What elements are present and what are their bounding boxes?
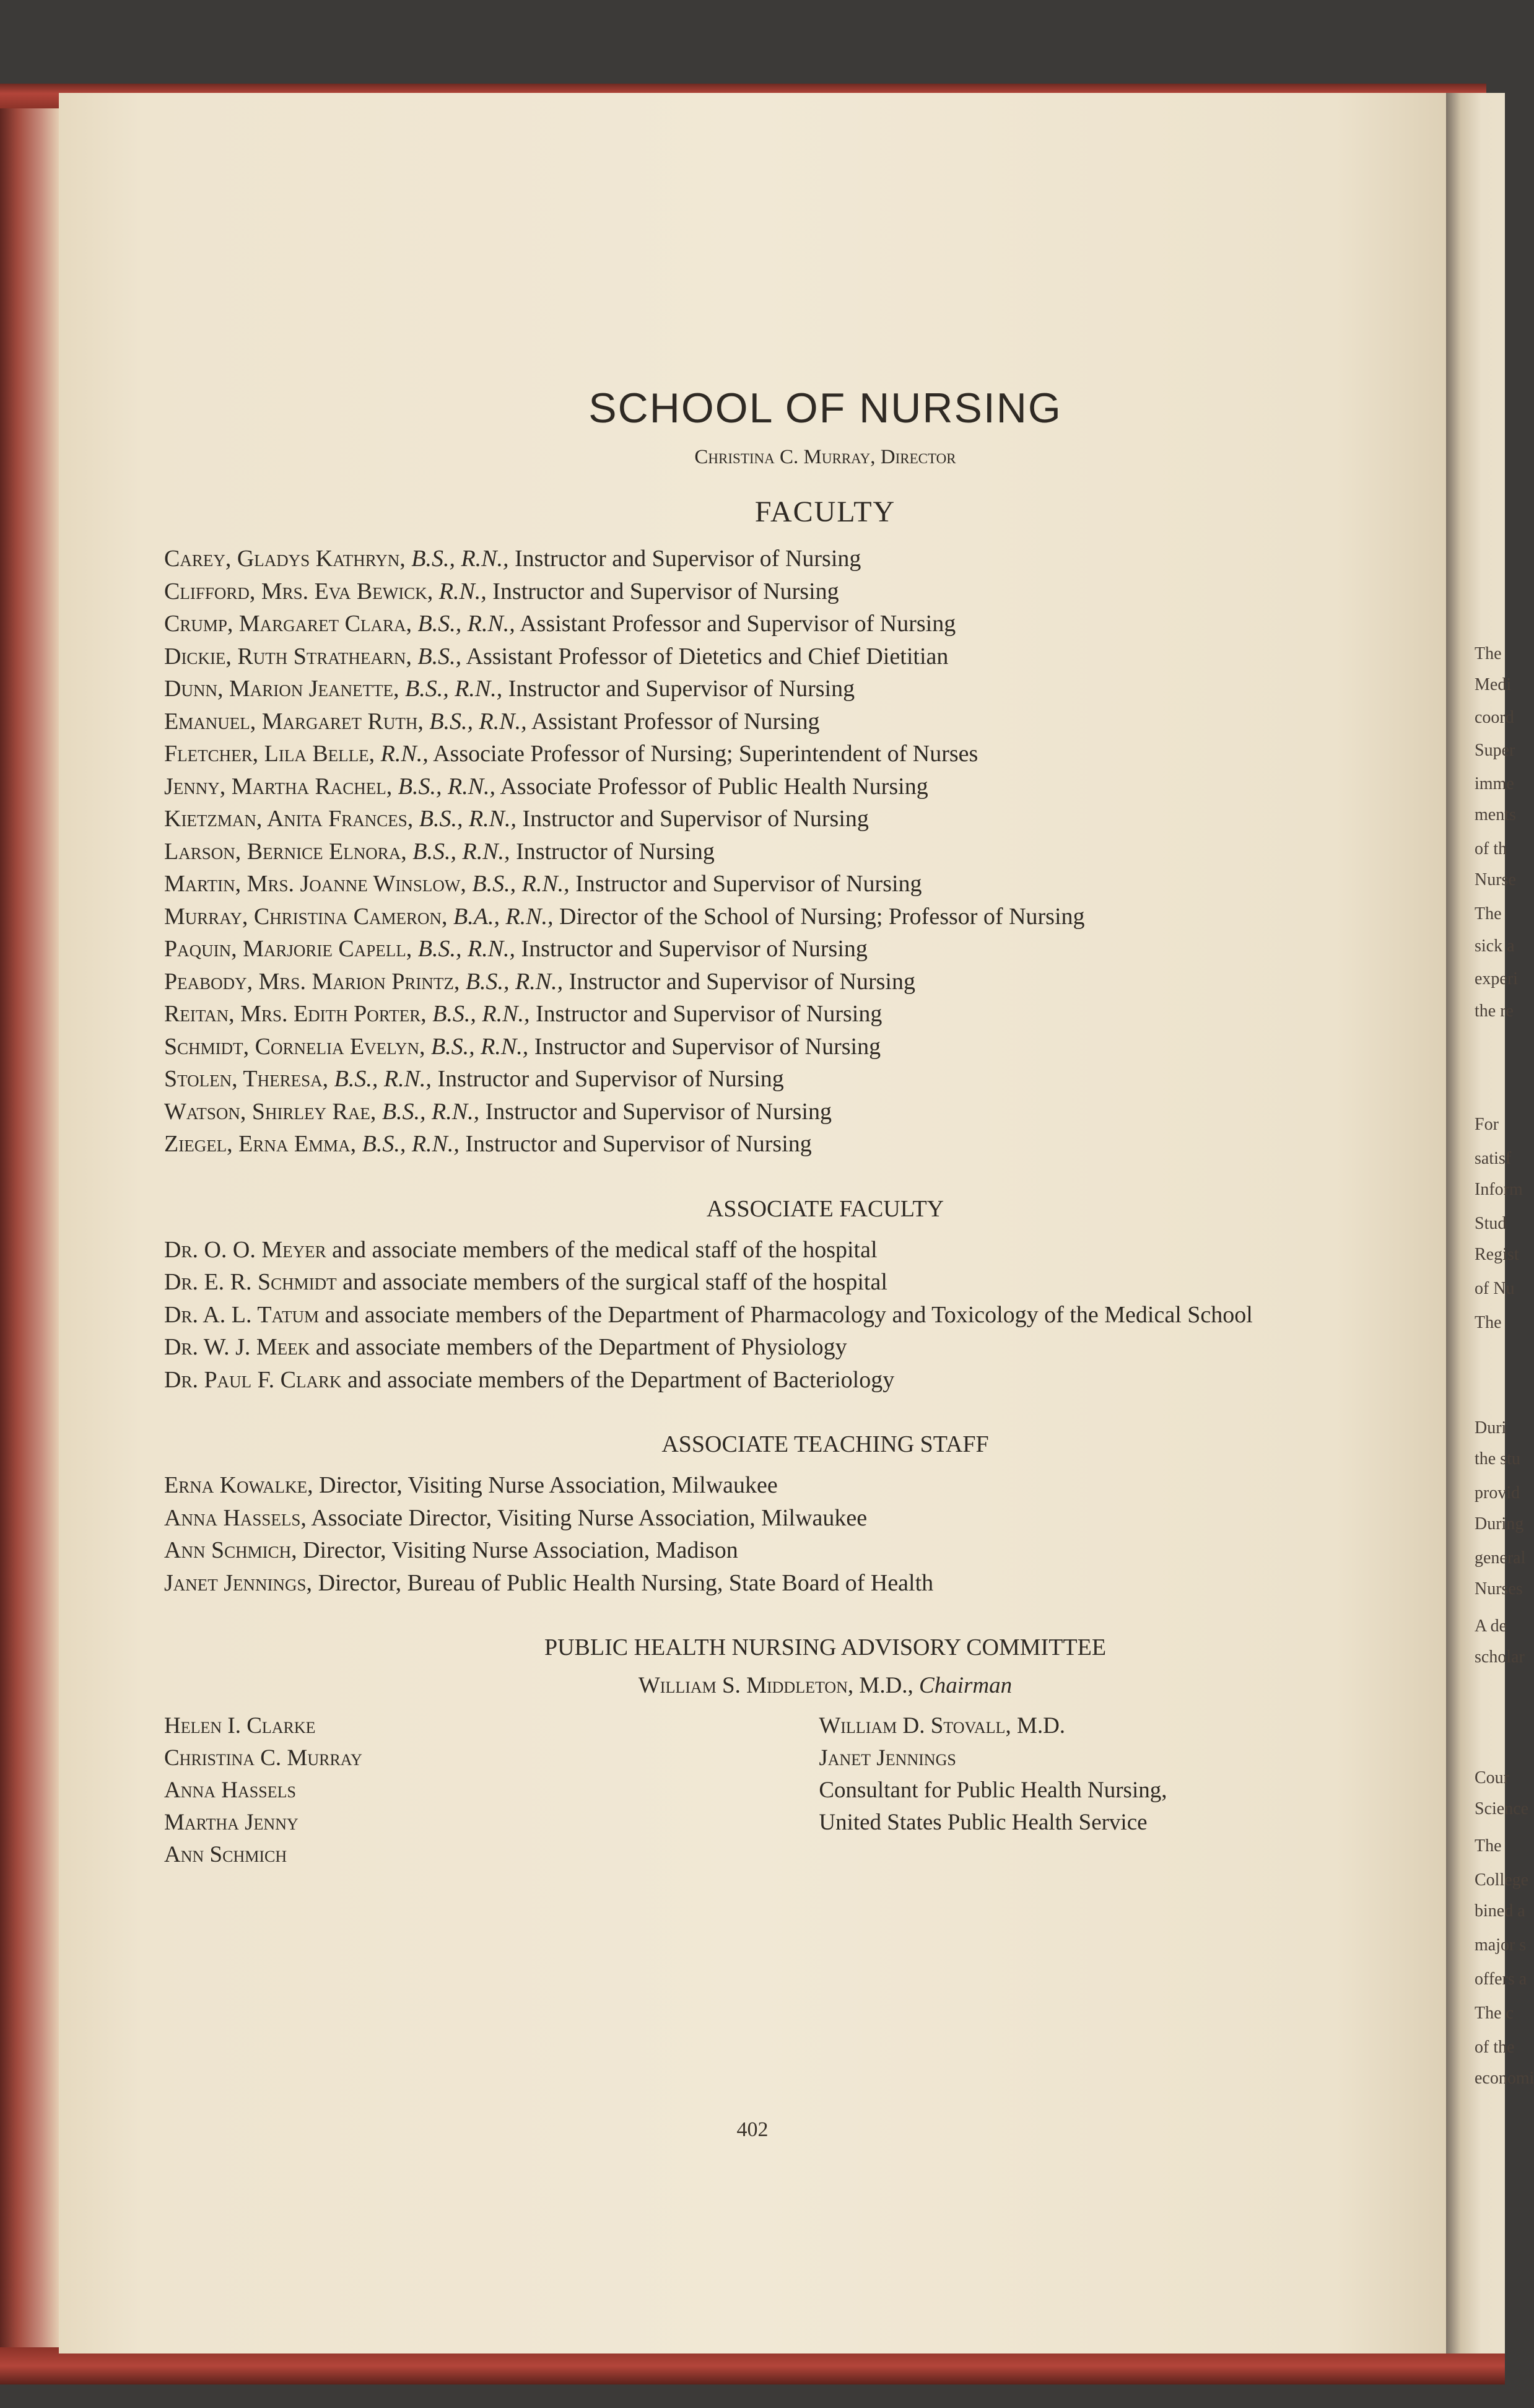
advisory-committee [164, 1672, 1400, 1871]
faculty-role: Instructor and Supervisor of Nursing [465, 1131, 812, 1157]
faculty-role: Instructor and Supervisor of Nursing [508, 676, 855, 702]
facing-page-fragment: Stud [1475, 1214, 1507, 1233]
faculty-name: Peabody, Mrs. Marion Printz, [164, 968, 460, 995]
faculty-name: Watson, Shirley Rae, [164, 1098, 377, 1125]
facing-page-fragment: bined a [1475, 1901, 1525, 1921]
facing-page-fragment: coord [1475, 708, 1514, 727]
associate-faculty-name: Dr. Paul F. Clark [164, 1366, 342, 1393]
faculty-entry [164, 966, 1400, 998]
teaching-staff-entry [164, 1567, 1400, 1600]
faculty-degrees: B.S., R.N., [362, 1131, 460, 1157]
committee-member: Helen I. Clarke [164, 1713, 316, 1738]
page-title: SCHOOL OF NURSING [588, 385, 1062, 432]
faculty-name: Reitan, Mrs. Edith Porter, [164, 1001, 427, 1027]
chair-title: Chairman [919, 1673, 1013, 1698]
faculty-list [164, 543, 1400, 1161]
book-spine-edge [0, 93, 59, 2353]
committee-member-note: Consultant for Public Health Nursing, [819, 1778, 1167, 1803]
facing-page-fragment: scholar [1475, 1647, 1525, 1667]
faculty-role: Assistant Professor of Nursing [531, 708, 820, 735]
faculty-name: Dunn, Marion Jeanette, [164, 676, 399, 702]
teaching-staff-entry [164, 1502, 1400, 1535]
facing-page-fragment: ments [1475, 805, 1516, 824]
chair-name: William S. Middleton, M.D., [638, 1673, 913, 1698]
faculty-name: Schmidt, Cornelia Evelyn, [164, 1033, 425, 1060]
facing-page-fragment: experi [1475, 969, 1518, 988]
faculty-role: Assistant Professor and Supervisor of Nursing [520, 611, 956, 637]
associate-faculty-name: Dr. E. R. Schmidt [164, 1269, 337, 1295]
facing-page-fragment: satisf [1475, 1149, 1512, 1168]
committee-member: Martha Jenny [164, 1810, 299, 1835]
facing-page-fragment: of the [1475, 2038, 1515, 2057]
teaching-staff-name: Janet Jennings, [164, 1569, 313, 1596]
faculty-degrees: B.S., R.N., [381, 1098, 480, 1125]
faculty-entry [164, 738, 1400, 770]
faculty-name: Murray, Christina Cameron, [164, 903, 448, 930]
associate-faculty-text: and associate members of the surgical staff of the hospital [342, 1269, 887, 1295]
faculty-degrees: R.N., [380, 741, 429, 767]
facing-page-fragment: Science [1475, 1799, 1529, 1818]
facing-page-fragment: the stu [1475, 1449, 1520, 1468]
facing-page-fragment: Cour [1475, 1768, 1509, 1787]
faculty-role: Instructor and Supervisor of Nursing [492, 578, 839, 604]
faculty-name: Clifford, Mrs. Eva Bewick, [164, 578, 434, 604]
facing-page-fragment: Nurses [1475, 1579, 1523, 1599]
associate-faculty-text: and associate members of the Department of Pharmacology and Toxicology of the Medical School [325, 1301, 1253, 1328]
facing-page-fragment: Medi [1475, 675, 1512, 694]
committee-member: William D. Stovall, M.D. [819, 1713, 1066, 1738]
facing-page-fragment: imme [1475, 774, 1514, 793]
committee-member: Anna Hassels [164, 1778, 296, 1803]
facing-page-fragment: Inform [1475, 1180, 1523, 1199]
faculty-entry [164, 835, 1400, 868]
committee-right-column [819, 1710, 1400, 1871]
faculty-name: Martin, Mrs. Joanne Winslow, [164, 871, 466, 897]
faculty-role: Associate Professor of Public Health Nursing [500, 773, 928, 800]
faculty-role: Instructor and Supervisor of Nursing [485, 1098, 832, 1125]
faculty-degrees: B.S., R.N., [465, 968, 564, 995]
faculty-entry [164, 1031, 1400, 1063]
associate-faculty-list [164, 1234, 1400, 1397]
teaching-staff-text: Director, Visiting Nurse Association, Milwaukee [319, 1472, 778, 1498]
teaching-staff-name: Erna Kowalke, [164, 1472, 313, 1498]
facing-page-fragment: A de [1475, 1616, 1507, 1636]
faculty-name: Emanuel, Margaret Ruth, [164, 708, 424, 735]
associate-faculty-name: Dr. O. O. Meyer [164, 1236, 326, 1263]
associate-faculty-entry [164, 1331, 1400, 1364]
teaching-staff-name: Anna Hassels, [164, 1504, 307, 1531]
faculty-entry [164, 868, 1400, 901]
faculty-degrees: B.S., R.N., [412, 838, 510, 865]
facing-page-fragment: The [1475, 644, 1502, 663]
director-line: Christina C. Murray, Director [694, 446, 956, 468]
committee-chair [164, 1672, 1400, 1699]
faculty-degrees: B.S., R.N., [398, 773, 496, 800]
faculty-role: Instructor and Supervisor of Nursing [515, 546, 861, 572]
faculty-name: Paquin, Marjorie Capell, [164, 936, 412, 962]
associate-faculty-name: Dr. W. J. Meek [164, 1334, 310, 1360]
faculty-name: Kietzman, Anita Frances, [164, 806, 414, 832]
committee-member: Christina C. Murray [164, 1745, 362, 1771]
faculty-role: Instructor and Supervisor of Nursing [437, 1066, 784, 1092]
facing-page-fragment: of th [1475, 839, 1507, 858]
faculty-role: Instructor of Nursing [516, 838, 715, 865]
faculty-name: Carey, Gladys Kathryn, [164, 546, 406, 572]
faculty-entry [164, 543, 1400, 575]
teaching-staff-entry [164, 1534, 1400, 1567]
faculty-name: Ziegel, Erna Emma, [164, 1131, 357, 1157]
faculty-role: Instructor and Supervisor of Nursing [521, 936, 868, 962]
faculty-entry [164, 933, 1400, 966]
teaching-staff-text: Associate Director, Visiting Nurse Association, Milwaukee [311, 1504, 868, 1531]
faculty-entry [164, 1128, 1400, 1161]
teaching-staff-entry [164, 1469, 1400, 1502]
facing-page-fragment: College [1475, 1870, 1529, 1890]
associate-faculty-entry [164, 1299, 1400, 1332]
faculty-degrees: B.A., R.N., [453, 903, 554, 930]
associate-faculty-heading: ASSOCIATE FACULTY [706, 1195, 944, 1222]
facing-page-fragment: During [1475, 1514, 1524, 1533]
faculty-entry [164, 705, 1400, 738]
teaching-staff-text: Director, Bureau of Public Health Nursing, State Board of Health [318, 1569, 934, 1596]
associate-faculty-entry [164, 1266, 1400, 1299]
associate-faculty-entry [164, 1234, 1400, 1267]
faculty-role: Director of the School of Nursing; Professor of Nursing [559, 903, 1085, 930]
faculty-degrees: B.S., R.N., [419, 806, 517, 832]
faculty-degrees: B.S., R.N., [404, 676, 503, 702]
facing-page-strip [1446, 93, 1534, 2353]
faculty-degrees: B.S., R.N., [472, 871, 570, 897]
associate-teaching-staff-list [164, 1469, 1400, 1599]
associate-faculty-text: and associate members of the Department of Bacteriology [347, 1366, 895, 1393]
faculty-degrees: B.S., R.N., [429, 708, 527, 735]
facing-page-fragment: offers a [1475, 1970, 1527, 1989]
page-number: 402 [736, 2118, 769, 2141]
faculty-name: Dickie, Ruth Strathearn, [164, 643, 412, 670]
facing-page-fragment: Regist [1475, 1245, 1519, 1264]
faculty-role: Instructor and Supervisor of Nursing [535, 1001, 882, 1027]
faculty-name: Fletcher, Lila Belle, [164, 741, 375, 767]
page-content [164, 384, 1400, 1871]
faculty-role: Instructor and Supervisor of Nursing [522, 806, 869, 832]
faculty-degrees: R.N., [438, 578, 487, 604]
associate-faculty-entry [164, 1364, 1400, 1397]
faculty-name: Stolen, Theresa, [164, 1066, 329, 1092]
advisory-committee-heading: PUBLIC HEALTH NURSING ADVISORY COMMITTEE [544, 1634, 1107, 1660]
facing-page-fragment: The [1475, 1836, 1502, 1856]
faculty-entry [164, 1096, 1400, 1128]
faculty-degrees: B.S., [417, 643, 462, 670]
faculty-degrees: B.S., R.N., [417, 936, 516, 962]
faculty-role: Associate Professor of Nursing; Superintendent of Nurses [433, 741, 978, 767]
associate-faculty-text: and associate members of the medical staff of the hospital [332, 1236, 878, 1263]
facing-page-fragment: general [1475, 1548, 1526, 1568]
facing-page-fragment: of Nu [1475, 1279, 1515, 1298]
faculty-role: Instructor and Supervisor of Nursing [575, 871, 922, 897]
faculty-entry [164, 803, 1400, 835]
faculty-role: Instructor and Supervisor of Nursing [569, 968, 915, 995]
faculty-degrees: B.S., R.N., [430, 1033, 529, 1060]
committee-member-note: United States Public Health Service [819, 1810, 1148, 1835]
faculty-degrees: B.S., R.N., [417, 611, 515, 637]
associate-teaching-staff-heading: ASSOCIATE TEACHING STAFF [661, 1431, 989, 1457]
facing-page-fragment: sick a [1475, 936, 1515, 956]
facing-page-fragment: Super [1475, 741, 1515, 760]
faculty-entry [164, 640, 1400, 673]
faculty-degrees: B.S., R.N., [334, 1066, 432, 1092]
teaching-staff-text: Director, Visiting Nurse Association, Madison [303, 1537, 738, 1563]
committee-left-column [164, 1710, 819, 1871]
faculty-role: Instructor and Supervisor of Nursing [534, 1033, 881, 1060]
faculty-heading: FACULTY [754, 495, 896, 528]
faculty-entry [164, 673, 1400, 705]
faculty-entry [164, 901, 1400, 933]
facing-page-fragment: provid [1475, 1483, 1520, 1503]
associate-faculty-text: and associate members of the Department of Physiology [315, 1334, 847, 1360]
facing-page-fragment: For [1475, 1115, 1499, 1134]
facing-page-fragment: The [1475, 1313, 1502, 1332]
facing-page-fragment: the re [1475, 1001, 1514, 1021]
faculty-name: Crump, Margaret Clara, [164, 611, 412, 637]
faculty-entry [164, 998, 1400, 1031]
facing-page-fragment: economi [1475, 2069, 1534, 2088]
faculty-entry [164, 1063, 1400, 1096]
faculty-degrees: B.S., R.N., [411, 546, 509, 572]
facing-page-fragment: The c [1475, 2004, 1514, 2023]
faculty-entry [164, 770, 1400, 803]
facing-page-fragment: Nurse [1475, 870, 1516, 889]
associate-faculty-name: Dr. A. L. Tatum [164, 1301, 320, 1328]
faculty-degrees: B.S., R.N., [432, 1001, 530, 1027]
faculty-name: Jenny, Martha Rachel, [164, 773, 393, 800]
facing-page-fragment: Duri [1475, 1418, 1507, 1437]
teaching-staff-name: Ann Schmich, [164, 1537, 297, 1563]
facing-page-fragment: major s [1475, 1935, 1527, 1955]
committee-member: Janet Jennings [819, 1745, 956, 1771]
faculty-entry [164, 608, 1400, 640]
faculty-name: Larson, Bernice Elnora, [164, 838, 407, 865]
faculty-entry [164, 575, 1400, 608]
committee-member: Ann Schmich [164, 1842, 287, 1867]
facing-page-fragment: The [1475, 904, 1502, 923]
faculty-role: Assistant Professor of Dietetics and Chief Dietitian [466, 643, 949, 670]
